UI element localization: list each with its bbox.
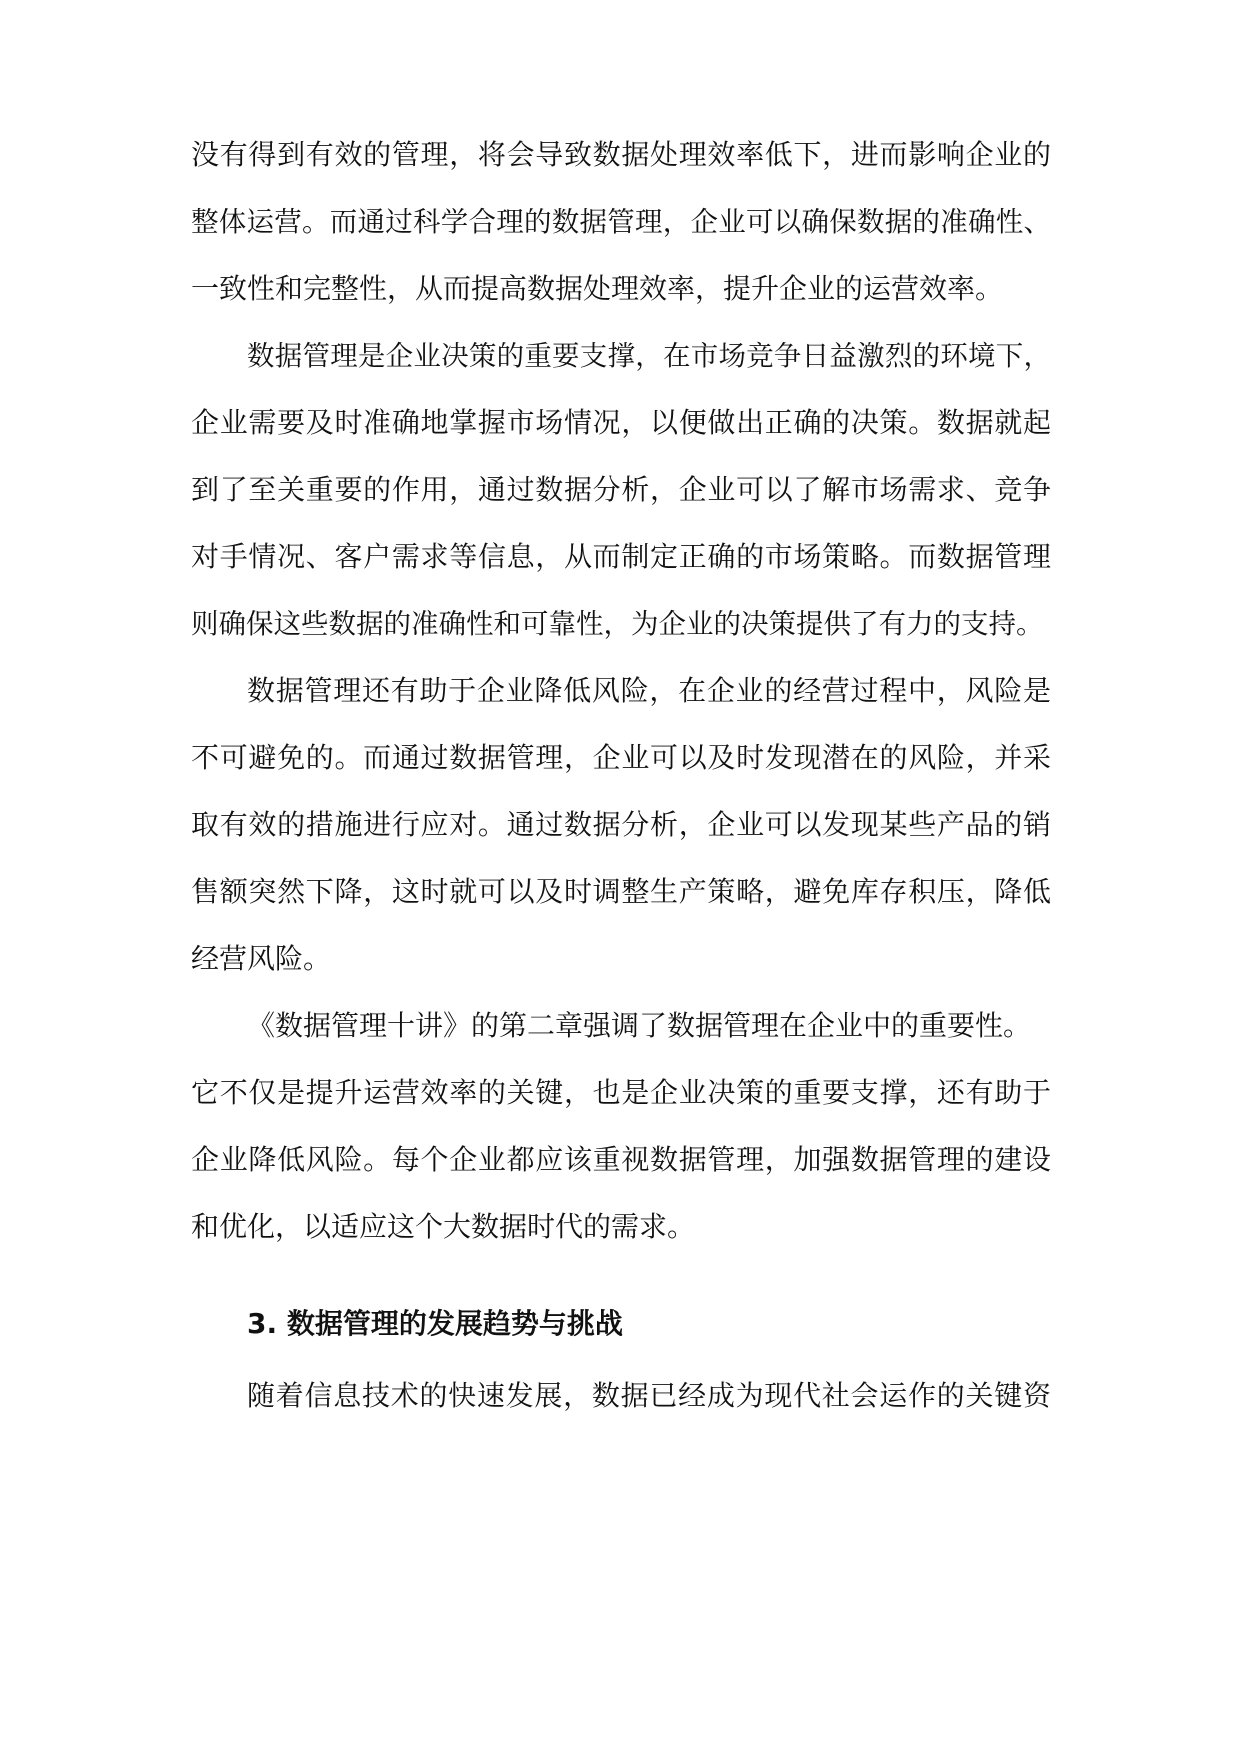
paragraph-line: 它不仅是提升运营效率的关键，也是企业决策的重要支撑，还有助于	[191, 1076, 1051, 1109]
paragraph-line: 《数据管理十讲》的第二章强调了数据管理在企业中的重要性。	[247, 1009, 1032, 1042]
paragraph-line: 整体运营。而通过科学合理的数据管理，企业可以确保数据的准确性、	[191, 206, 1051, 238]
paragraph-line: 则确保这些数据的准确性和可靠性，为企业的决策提供了有力的支持。	[191, 608, 1044, 640]
paragraph-line: 一致性和完整性，从而提高数据处理效率，提升企业的运营效率。	[191, 272, 1004, 305]
paragraph-line: 没有得到有效的管理，将会导致数据处理效率低下，进而影响企业的	[191, 138, 1051, 171]
paragraph-line: 经营风险。	[191, 942, 332, 975]
paragraph-line: 企业降低风险。每个企业都应该重视数据管理，加强数据管理的建设	[191, 1143, 1051, 1176]
paragraph-line: 随着信息技术的快速发展，数据已经成为现代社会运作的关键资	[247, 1379, 1051, 1412]
paragraph-line: 企业需要及时准确地掌握市场情况，以便做出正确的决策。数据就起	[191, 406, 1051, 439]
paragraph-line: 取有效的措施进行应对。通过数据分析，企业可以发现某些产品的销	[191, 808, 1051, 841]
paragraph-line: 对手情况、客户需求等信息，从而制定正确的市场策略。而数据管理	[191, 540, 1051, 573]
section-heading: 3. 数据管理的发展趋势与挑战	[247, 1307, 623, 1340]
paragraph-line: 数据管理是企业决策的重要支撑，在市场竞争日益激烈的环境下，	[247, 340, 1051, 372]
paragraph-line: 和优化，以适应这个大数据时代的需求。	[191, 1210, 696, 1243]
paragraph-line: 售额突然下降，这时就可以及时调整生产策略，避免库存积压，降低	[191, 875, 1051, 908]
paragraph-line: 到了至关重要的作用，通过数据分析，企业可以了解市场需求、竞争	[191, 473, 1051, 506]
paragraph-line: 数据管理还有助于企业降低风险，在企业的经营过程中，风险是	[247, 674, 1051, 707]
paragraph-line: 不可避免的。而通过数据管理，企业可以及时发现潜在的风险，并采	[191, 741, 1051, 774]
